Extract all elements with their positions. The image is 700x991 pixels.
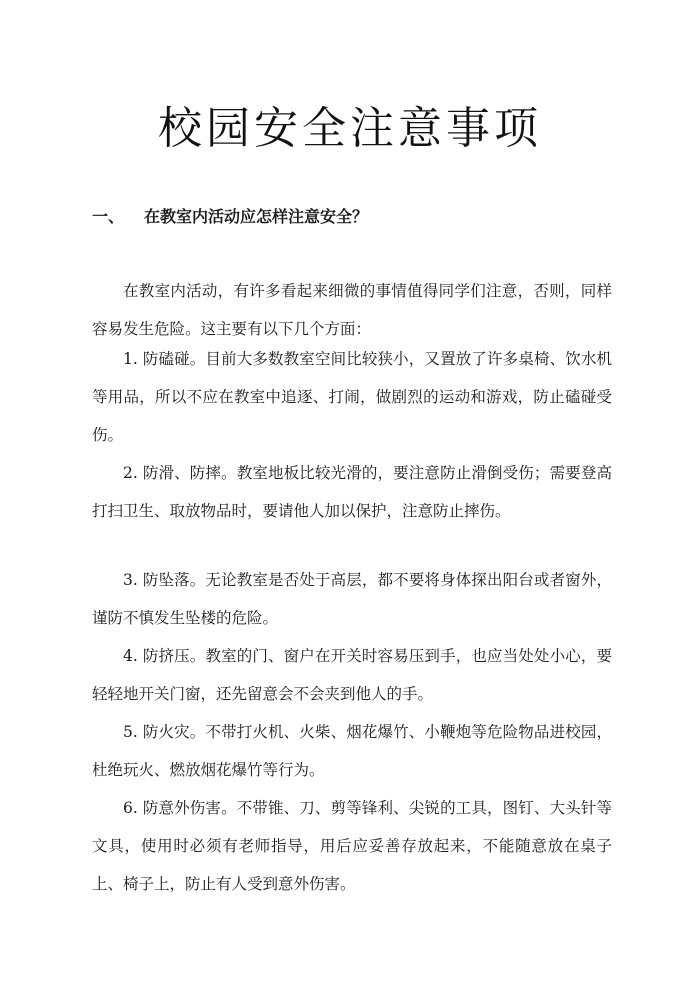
intro-paragraph: 在教室内活动，有许多看起来细微的事情值得同学们注意，否则，同样容易发生危险。这主要有以下几个方面： xyxy=(92,282,612,338)
item-6-accidental-injury: 6. 防意外伤害。不带锥、刀、剪等锋利、尖锐的工具，图钉、大头针等文具，使用时必须有老师指导，用后应妥善存放起来，不能随意放在桌子上、椅子上，防止有人受到意外伤害。 xyxy=(92,799,612,893)
item-5-fire: 5. 防火灾。不带打火机、火柴、烟花爆竹、小鞭炮等危险物品进校园，杜绝玩火、燃放烟花爆竹等行为。 xyxy=(92,723,612,779)
section-number: 一、 xyxy=(92,207,125,226)
page-title: 校园安全注意事项 xyxy=(158,103,542,154)
item-3-falling-from-height: 3. 防坠落。无论教室是否处于高层，都不要将身体探出阳台或者窗外，谨防不慎发生坠楼的危险。 xyxy=(92,571,612,627)
section-heading xyxy=(92,204,368,227)
item-2-slip-fall: 2. 防滑、防摔。教室地板比较光滑的，要注意防止滑倒受伤；需要登高打扫卫生、取放物品时，要请他人加以保护，注意防止摔伤。 xyxy=(92,464,612,520)
item-4-pinching: 4. 防挤压。教室的门、窗户在开关时容易压到手，也应当处处小心，要轻轻地开关门窗，还先留意会不会夹到他人的手。 xyxy=(92,647,612,703)
item-1-collision: 1. 防磕碰。目前大多数教室空间比较狭小，又置放了许多桌椅、饮水机等用品，所以不应在教室中追逐、打闹，做剧烈的运动和游戏，防止磕碰受伤。 xyxy=(92,350,612,444)
section-heading-text: 在教室内活动应怎样注意安全？ xyxy=(144,207,369,226)
